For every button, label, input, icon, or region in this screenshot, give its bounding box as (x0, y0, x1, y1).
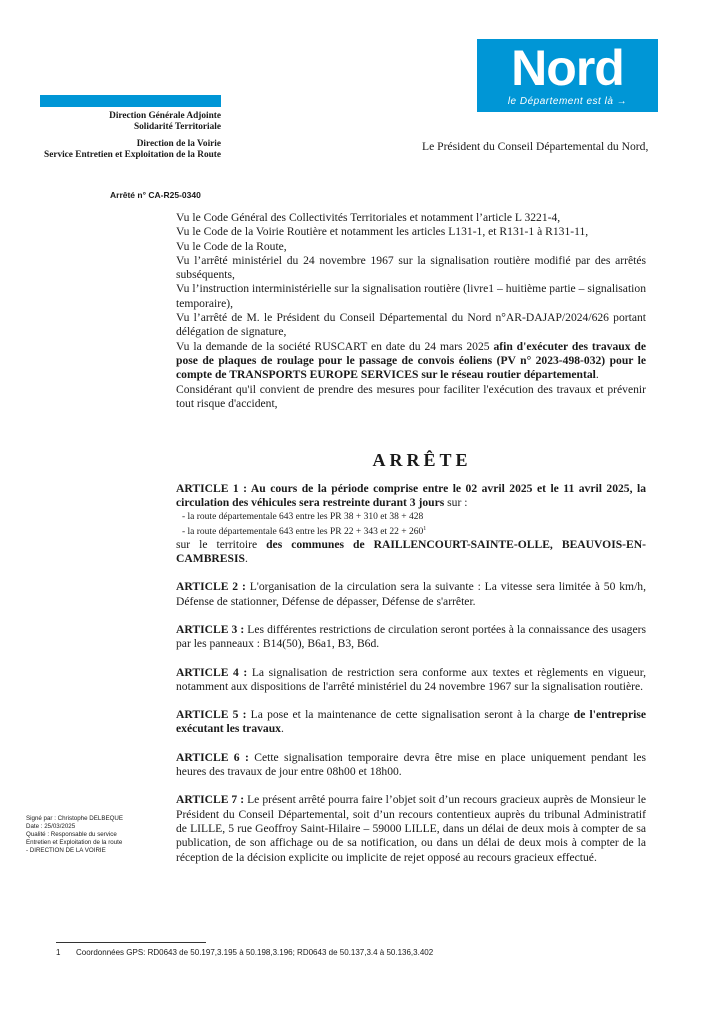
vu-line: Vu l’instruction interministérielle sur la signalisation routière (livre1 – huitième partie – signalisation temporaire), (176, 282, 646, 310)
arrete-title: ARRÊTE (372, 450, 472, 470)
articles-section (176, 482, 646, 879)
logo-name: Nord (511, 40, 624, 96)
footnote: 1 Coordonnées GPS: RD0643 de 50.197,3.195 à 50.198,3.196; RD0643 de 50.137,3.4 à 50.136,3.402 (56, 948, 434, 957)
vu-line: Vu le Code Général des Collectivités Territoriales et notamment l’article L 3221-4, (176, 211, 561, 224)
direction-voirie: Direction de la Voirie Service Entretien et Exploitation de la Route (44, 139, 221, 160)
vu-line: Considérant qu'il convient de prendre des mesures pour faciliter l'exécution des travaux et prévenir tout risque d'accident, (176, 382, 646, 410)
article-6: ARTICLE 6 : Cette signalisation temporaire devra être mise en place uniquement pendant les heures des travaux de jour entre 08h00 et 18h00. (176, 750, 646, 779)
nord-logo (477, 39, 658, 112)
article-3: ARTICLE 3 : Les différentes restrictions de circulation seront portées à la connaissance des usagers par les panneaux : B14(50), B6a1, B3, B6d. (176, 622, 646, 651)
vu-line: Vu la demande de la société RUSCART en date du 24 mars 2025 afin d'exécuter des travaux de pose de plaques de roulage pour le passage de convois éoliens (PV n° 2023-498-032) pour le compte de TRANSPORTS EUROPE SERVICES sur le réseau routier départemental. (176, 339, 646, 382)
article-7: ARTICLE 7 : Le présent arrêté pourra faire l’objet soit d’un recours gracieux auprès de Monsieur le Président du Conseil Départemental, soit d’un recours contentieux auprès du tribunal Administratif de LILLE, 5 rue Geoffroy Saint-Hilaire – 59000 LILLE, dans un délai de deux mois à compter de sa publication, de son affichage ou de sa notification, ou dans un délai de deux mois à compter de la réception de la décision explicite ou implicite de rejet opposé au recours gracieux effectué. (176, 793, 646, 864)
direction-generale: Direction Générale Adjointe Solidarité Territoriale (109, 111, 221, 132)
vu-line: Vu l’arrêté ministériel du 24 novembre 1967 sur la signalisation routière modifié par des arrêtés subséquents, (176, 253, 646, 282)
vu-line: Vu le Code de la Voirie Routière et notamment les articles L131-1, et R131-1 à R131-11, (176, 225, 589, 239)
header-bar (40, 95, 221, 107)
article-5: ARTICLE 5 : La pose et la maintenance de cette signalisation seront à la charge de l'entreprise exécutant les travaux. (176, 708, 646, 736)
vu-line: Vu le Code de la Route, (176, 239, 287, 253)
president-heading: Le Président du Conseil Départemental du Nord, (422, 140, 649, 153)
footnote-divider (56, 942, 206, 943)
signature-block: Signé par : Christophe DELBEQUE Date : 25/03/2025 Qualité : Responsable du service Entretien et Exploitation de la route - DIRECTION DE LA VOIRIE (26, 815, 123, 854)
logo-tagline: le Département est là → (507, 96, 628, 107)
vu-section (176, 211, 646, 411)
article-1-item: - la route départementale 643 entre les PR 38 + 310 et 38 + 428 (182, 511, 424, 522)
article-2: ARTICLE 2 : L'organisation de la circulation sera la suivante : La vitesse sera limitée à 50 km/h, Défense de stationner, Défense de dépasser, Défense de s'arrêter. (176, 580, 646, 608)
article-1-item: - la route départementale 643 entre les PR 22 + 343 et $22 + 260^1$ (182, 525, 427, 537)
vu-line: Vu l’arrêté de M. le Président du Conseil Départemental du Nord n°AR-DAJAP/2024/626 portant délégation de signature, (176, 311, 646, 339)
arrete-number: Arrêté n° CA-R25-0340 (110, 190, 201, 200)
article-1: ARTICLE 1 : Au cours de la période comprise entre le 02 avril 2025 et le 11 avril 2025, la circulation des véhicules sera restreinte durant 3 jours sur : - la route départementale 643 entre les PR 38 + 310 et 38 + 428 - la route départementale 643 entre les PR 22 + 343 et $22 + 260^1$ sur le territoire des communes de RAILLENCOURT-SAINTE-OLLE, BEAUVOIS-EN-CAMBRESIS. (176, 482, 646, 566)
article-4: ARTICLE 4 : La signalisation de restriction sera conforme aux textes et règlements en vigueur, notamment aux dispositions de l'arrêté ministériel du 24 novembre 1967 sur la signalisation routière. (176, 665, 646, 693)
